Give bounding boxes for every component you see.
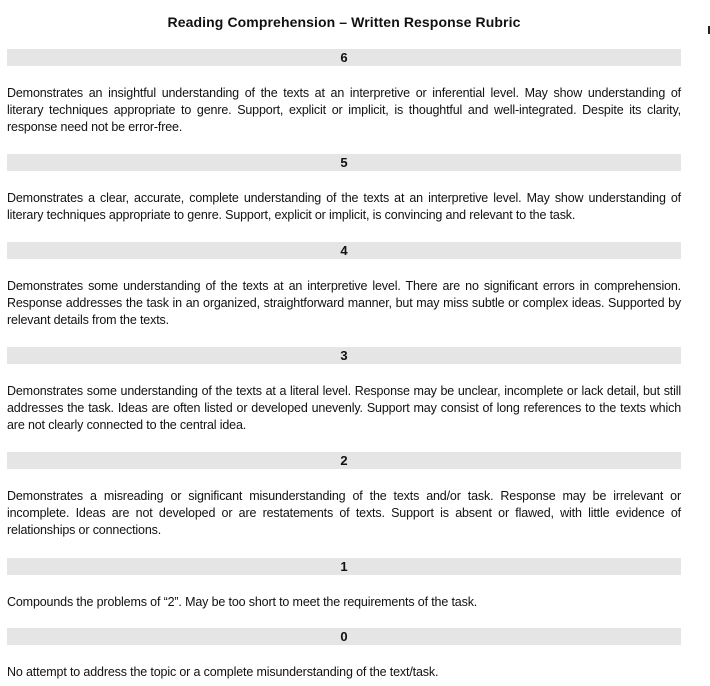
score-description-4: Demonstrates some understanding of the texts at an interpretive level. There are no significant errors in comprehension. Response addresses the task in an organized, straightforward manner, but may miss subtle or complex ideas. Supported by relevant details from the texts. — [7, 279, 681, 328]
score-description-6: Demonstrates an insightful understanding of the texts at an interpretive or inferential level. May show understanding of literary techniques appropriate to genre. Support, explicit or implicit, is thoughtful and well-integrated. Despite its clarity, response need not be error-free. — [7, 86, 681, 135]
score-band-0: 0 — [7, 628, 681, 645]
score-band-2: 2 — [7, 452, 681, 469]
score-band-1: 1 — [7, 558, 681, 575]
score-band-4: 4 — [7, 242, 681, 259]
score-band-3: 3 — [7, 347, 681, 364]
score-description-2: Demonstrates a misreading or significant misunderstanding of the texts and/or task. Response may be irrelevant or incomplete. Ideas are not developed or are restatements of texts. Support is absent or flawed, with little evidence of relationships or connections. — [7, 489, 681, 538]
score-band-5: 5 — [7, 154, 681, 171]
score-band-6: 6 — [7, 49, 681, 66]
score-description-3: Demonstrates some understanding of the texts at a literal level. Response may be unclear, incomplete or lack detail, but still addresses the task. Ideas are often listed or developed unevenly. Support may consist of long references to the texts which are not clearly connected to the central idea. — [7, 384, 681, 433]
score-description-5: Demonstrates a clear, accurate, complete understanding of the texts at an interpretive level. May show understanding of literary techniques appropriate to genre. Support, explicit or implicit, is convincing and relevant to the task. — [7, 191, 681, 223]
page-title: Reading Comprehension – Written Response Rubric — [167, 14, 521, 30]
score-description-0: No attempt to address the topic or a complete misunderstanding of the text/task. — [7, 665, 439, 679]
score-description-1: Compounds the problems of “2”. May be too short to meet the requirements of the task. — [7, 595, 478, 609]
